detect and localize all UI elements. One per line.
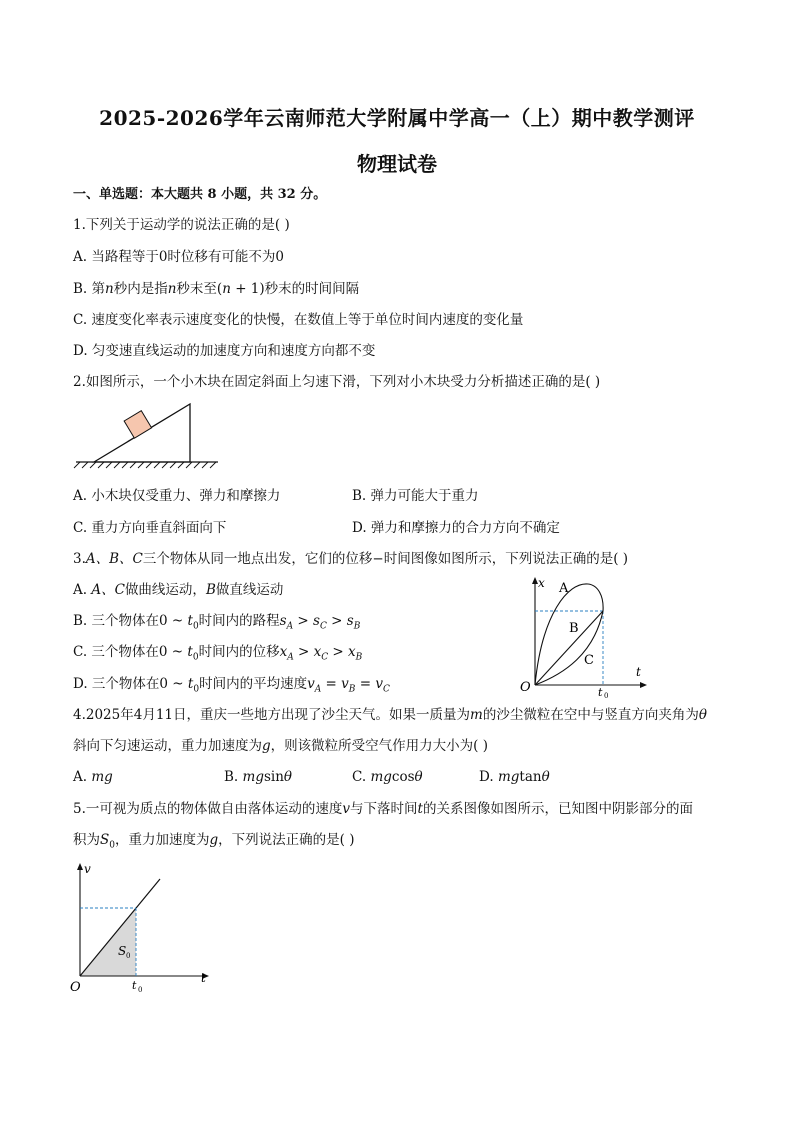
t-axis-label: t: [201, 971, 206, 985]
incline-figure: [72, 402, 222, 468]
curve-label-b: B: [569, 621, 579, 636]
area-subscript: 0: [126, 952, 131, 960]
question-4-line-1: 4.2025年4月11日，重庆一些地方出现了沙尘天气。如果一质量为m的沙尘微粒在空中与竖直方向夹角为θ: [73, 707, 707, 723]
section-heading: 一、单选题：本大题共 8 小题，共 32 分。: [73, 187, 327, 202]
question-1-stem: 1.下列关于运动学的说法正确的是( ): [73, 217, 290, 233]
question-4-option-a: A. mg: [73, 769, 113, 785]
xt-graph-figure: [516, 574, 648, 698]
question-4-option-b: B. mgsinθ: [224, 769, 293, 785]
question-3-option-a: A. A、C做曲线运动，B做直线运动: [73, 582, 284, 598]
question-3-option-c: C. 三个物体在0 ~ $t_0$时间内的位移$x_A > x_C > x_B$: [73, 644, 363, 663]
question-5-line-1: 5.一可视为质点的物体做自由落体运动的速度v与下落时间t的关系图像如图所示，已知图中阴影部分的面: [73, 801, 693, 817]
t0-subscript: 0: [138, 986, 143, 994]
page-title: 2025-2026学年云南师范大学附属中学高一（上）期中教学测评: [99, 106, 695, 130]
question-5-line-2: 积为$S_0$，重力加速度为g，下列说法正确的是( ): [73, 832, 355, 851]
origin-label: O: [520, 680, 531, 695]
question-3-option-b: B. 三个物体在0 ~ $t_0$时间内的路程$s_A > s_C > s_B$: [73, 613, 361, 632]
question-2-stem: 2.如图所示，一个小木块在固定斜面上匀速下滑，下列对小木块受力分析描述正确的是( ): [73, 374, 601, 390]
question-2-option-b: B. 弹力可能大于重力: [352, 488, 479, 504]
v-axis-label: v: [84, 862, 91, 876]
question-4-line-2: 斜向下匀速运动，重力加速度为g，则该微粒所受空气作用力大小为( ): [73, 738, 488, 754]
question-1-option-c: C. 速度变化率表示速度变化的快慢，在数值上等于单位时间内速度的变化量: [73, 312, 524, 328]
question-4-option-d: D. mgtanθ: [479, 769, 550, 785]
x-axis-label: x: [538, 576, 545, 590]
question-1-option-d: D. 匀变速直线运动的加速度方向和速度方向都不变: [73, 343, 376, 359]
curve-label-c: C: [584, 653, 594, 668]
area-label: S: [118, 944, 127, 958]
question-2-option-d: D. 弹力和摩擦力的合力方向不确定: [352, 520, 560, 536]
question-3-stem: 3.A、B、C三个物体从同一地点出发，它们的位移−时间图像如图所示，下列说法正确的是( ): [73, 551, 629, 567]
t0-label: t: [132, 979, 137, 992]
question-1-option-a: A. 当路程等于0时位移有可能不为0: [73, 249, 285, 265]
question-3-option-d: D. 三个物体在0 ~ $t_0$时间内的平均速度$v_A = v_B = v_C$: [73, 676, 390, 695]
question-4-option-c: C. mgcosθ: [352, 769, 423, 785]
origin-label: O: [70, 980, 81, 995]
t0-subscript: 0: [604, 692, 609, 700]
vt-graph-figure: [68, 858, 218, 994]
t-axis-label: t: [636, 665, 641, 679]
question-1-option-b: B. 第n秒内是指n秒末至(n + 1)秒末的时间间隔: [73, 281, 360, 297]
curve-label-a: A: [559, 581, 569, 596]
t0-label: t: [598, 686, 603, 699]
question-2-option-a: A. 小木块仅受重力、弹力和摩擦力: [73, 488, 281, 504]
page-subtitle: 物理试卷: [357, 152, 437, 176]
question-2-option-c: C. 重力方向垂直斜面向下: [73, 520, 227, 536]
